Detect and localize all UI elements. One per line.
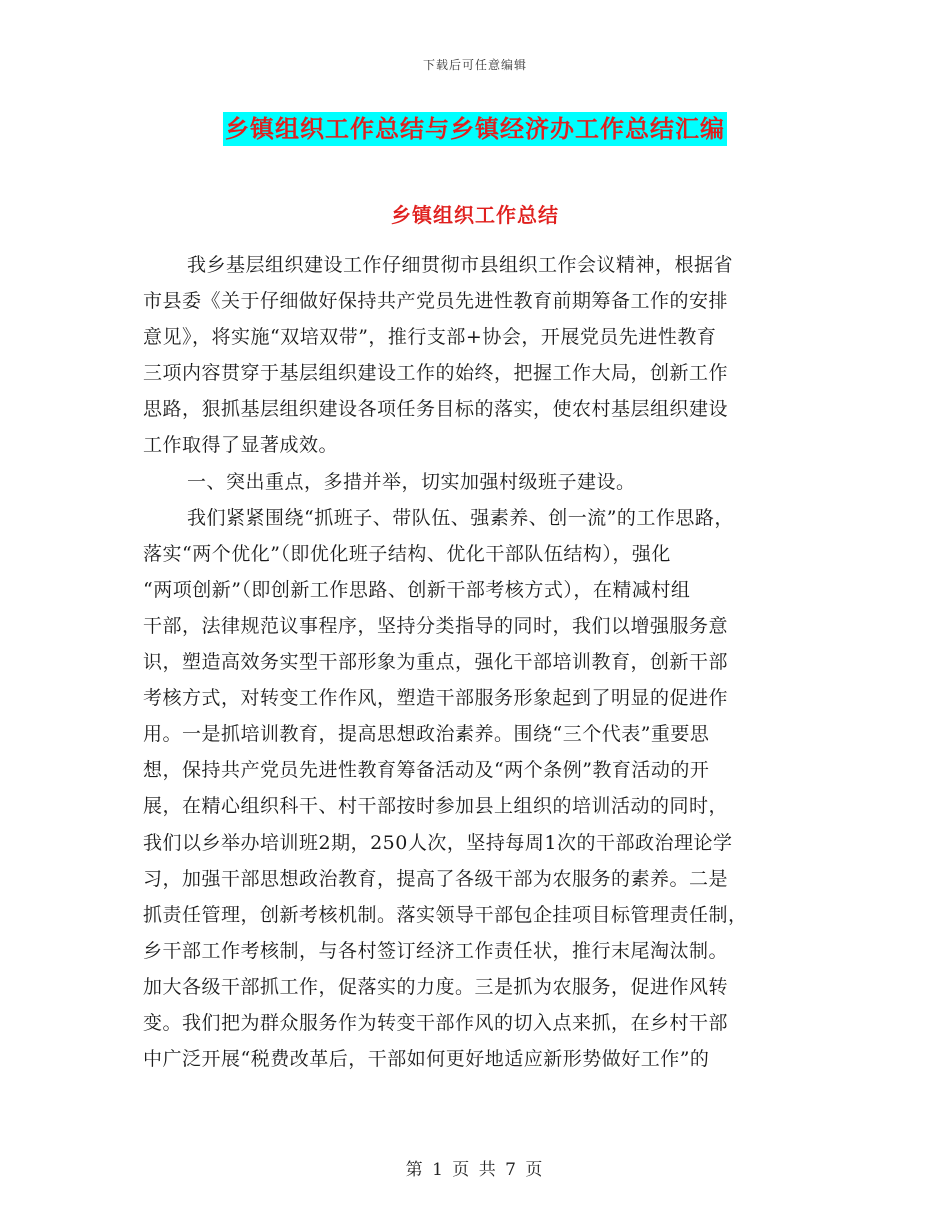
document-title: 乡镇组织工作总结与乡镇经济办工作总结汇编 bbox=[223, 112, 727, 146]
text-line: 识，塑造高效务实型干部形象为重点，强化干部培训教育，创新干部 bbox=[143, 651, 729, 674]
text-line: 落实“两个优化”（即优化班子结构、优化干部队伍结构），强化 bbox=[143, 542, 671, 565]
text-line: 展，在精心组织科干、村干部按时参加县上组织的培训活动的同时， bbox=[143, 795, 729, 818]
text-line: 干部，法律规范议事程序，坚持分类指导的同时，我们以增强服务意 bbox=[143, 614, 729, 637]
text-line: 思路，狠抓基层组织建设各项任务目标的落实，使农村基层组织建设 bbox=[143, 398, 729, 421]
text-line: 乡干部工作考核制，与各村签订经济工作责任状，推行末尾淘汰制。 bbox=[143, 939, 729, 962]
text-line: 我们紧紧围绕“抓班子、带队伍、强素养、创一流”的工作思路， bbox=[187, 506, 734, 529]
text-line: 市县委《关于仔细做好保持共产党员先进性教育前期筹备工作的安排 bbox=[143, 290, 729, 313]
text-line: 我们以乡举办培训班2期，250人次，坚持每周1次的干部政治理论学 bbox=[143, 831, 733, 854]
main-title-wrap bbox=[0, 112, 950, 146]
text-line: 三项内容贯穿于基层组织建设工作的始终，把握工作大局，创新工作 bbox=[143, 362, 729, 385]
text-line: 变。我们把为群众服务作为转变干部作风的切入点来抓，在乡村干部 bbox=[143, 1011, 729, 1034]
text-line: 考核方式，对转变工作作风，塑造干部服务形象起到了明显的促进作 bbox=[143, 687, 729, 710]
text-line: 加大各级干部抓工作，促落实的力度。三是抓为农服务，促进作风转 bbox=[143, 975, 729, 998]
text-line: 用。一是抓培训教育，提高思想政治素养。围绕“三个代表”重要思 bbox=[143, 723, 710, 746]
text-line: 习，加强干部思想政治教育，提高了各级干部为农服务的素养。二是 bbox=[143, 867, 729, 890]
body-text bbox=[143, 247, 808, 1077]
text-line: 我乡基层组织建设工作仔细贯彻市县组织工作会议精神，根据省 bbox=[187, 254, 734, 276]
text-line: 想，保持共产党员先进性教育筹备活动及“两个条例”教育活动的开 bbox=[143, 759, 710, 782]
text-line: “两项创新”（即创新工作思路、创新干部考核方式），在精减村组 bbox=[143, 578, 691, 601]
text-line: 一、突出重点，多措并举，切实加强村级班子建设。 bbox=[187, 470, 636, 493]
text-line: 工作取得了显著成效。 bbox=[143, 434, 339, 457]
text-line: 中广泛开展“税费改革后，干部如何更好地适应新形势做好工作”的 bbox=[143, 1048, 710, 1071]
section-title: 乡镇组织工作总结 bbox=[391, 203, 559, 227]
header-note: 下载后可任意编辑 bbox=[422, 58, 527, 72]
text-line: 抓责任管理，创新考核机制。落实领导干部包企挂项目标管理责任制， bbox=[143, 903, 748, 926]
page-footer: 第 1 页 共 7 页 bbox=[405, 1160, 545, 1180]
text-line: 意见》，将实施“双培双带”，推行支部+协会，开展党员先进性教育 bbox=[143, 326, 717, 349]
